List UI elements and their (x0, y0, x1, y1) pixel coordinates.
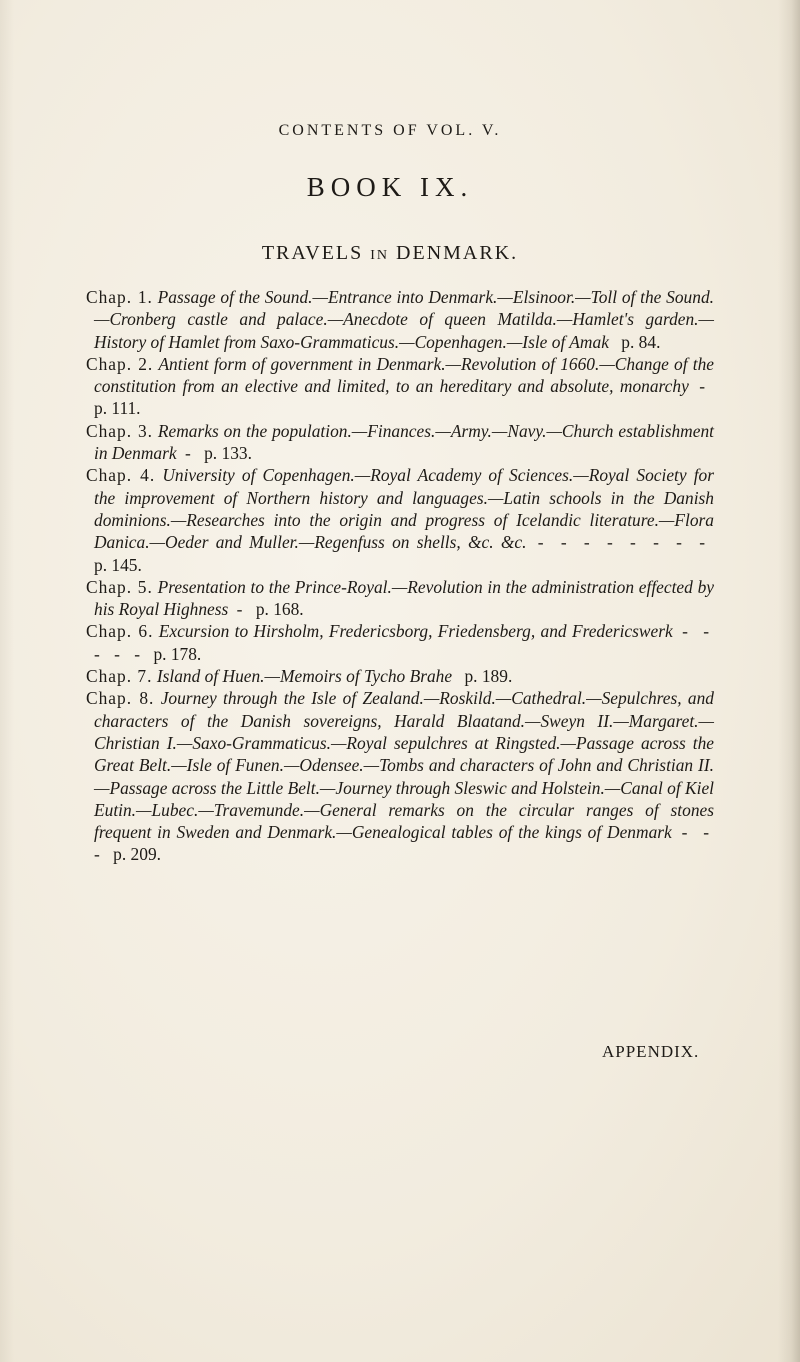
contents-list (86, 286, 714, 866)
catchword: APPENDIX. (602, 1042, 700, 1061)
chapter-entry-2 (86, 353, 714, 420)
chapter-label: Chap. 4. (86, 465, 156, 486)
chapter-summary: Presentation to the Prince-Royal.—Revolution in the administration effected by his Royal Highness (94, 576, 714, 620)
chapter-summary: Antient form of government in Denmark.—Revolution of 1660.—Change of the constitution from an elective and limited, to an hereditary and absolute, monarchy (94, 353, 714, 397)
section-title (0, 242, 780, 265)
leader-dots: - (236, 599, 248, 620)
page-left-edge (0, 0, 14, 1362)
chapter-summary: Remarks on the population.—Finances.—Army.—Navy.—Church establishment in Denmark (94, 420, 714, 464)
chapter-summary: Journey through the Isle of Zealand.—Roskild.—Cathedral.—Sepulchres, and characters of the Danish sovereigns, Harald Blaatand.—Sweyn II.—Margaret.—Christian I.—Saxo-Grammaticus.—Royal sepulchres at Ringsted.—Passage across the Great Belt.—Isle of Funen.—Odensee.—Tombs and characters of John and Christian II.—Passage across the Little Belt.—Journey through Sleswic and Holstein.—Canal of Kiel Eutin.—Lubec.—Travemunde.—General remarks on the circular ranges of stones frequent in Sweden and Denmark.—Genealogical tables of the kings of Denmark (94, 688, 714, 843)
section-title-in: IN (370, 248, 390, 263)
leader-dots: - - - - - (94, 621, 714, 664)
chapter-entry-4 (86, 464, 714, 575)
chapter-label: Chap. 3. (86, 420, 153, 441)
chapter-label: Chap. 2. (86, 353, 154, 374)
running-head: CONTENTS OF VOL. V. (278, 122, 502, 139)
chapter-entry-6 (86, 620, 714, 665)
section-title-post: DENMARK. (396, 242, 519, 264)
chapter-label: Chap. 5. (86, 576, 153, 597)
chapter-entry-3 (86, 420, 714, 465)
chapter-summary: Excursion to Hirsholm, Fredericsborg, Friedensberg, and Fredericswerk (158, 621, 673, 642)
chapter-summary: Island of Huen.—Memoirs of Tycho Brahe (156, 666, 453, 687)
leader-dots: - - - (94, 822, 714, 865)
chapter-label: Chap. 1. (86, 287, 153, 307)
leader-dots: - (184, 443, 196, 464)
chapter-entry-7 (86, 665, 714, 687)
section-title-pre: TRAVELS (261, 242, 364, 264)
chapter-summary: Passage of the Sound.—Entrance into Denmark.—Elsinoor.—Toll of the Sound.—Cronberg castle and palace.—Anecdote of queen Matilda.—Hamlet's garden.—History of Hamlet from Saxo-Grammaticus.—Copenhagen.—Isle of Amak (94, 287, 714, 352)
page-reference: p. 111. (94, 398, 141, 419)
page-reference: p. 209. (113, 844, 161, 865)
page-reference: p. 189. (464, 666, 513, 687)
chapter-summary: University of Copenhagen.—Royal Academy of Sciences.—Royal Society for the improvement of Northern history and languages.—Latin schools in the Danish dominions.—Researches into the origin and progress of Icelandic literature.—Flora Danica.—Oeder and Muller.—Regenfuss on shells, &c. &c. (94, 465, 714, 553)
chapter-label: Chap. 6. (86, 621, 154, 642)
chapter-label: Chap. 7. (86, 666, 153, 687)
page-reference: p. 145. (94, 554, 142, 575)
book-title: BOOK IX. (306, 172, 474, 202)
page-reference: p. 168. (255, 599, 304, 620)
chapter-entry-5 (86, 576, 714, 621)
chapter-entry-1 (86, 286, 714, 353)
leader-dots: - - - - - - - - (537, 532, 710, 553)
page-right-edge (778, 0, 800, 1362)
chapter-entry-8 (86, 687, 714, 865)
page-reference: p. 178. (153, 643, 202, 664)
leader-dots: - (699, 376, 710, 397)
chapter-label: Chap. 8. (86, 688, 155, 709)
page-reference: p. 133. (204, 443, 252, 464)
page-reference: p. 84. (621, 331, 661, 352)
